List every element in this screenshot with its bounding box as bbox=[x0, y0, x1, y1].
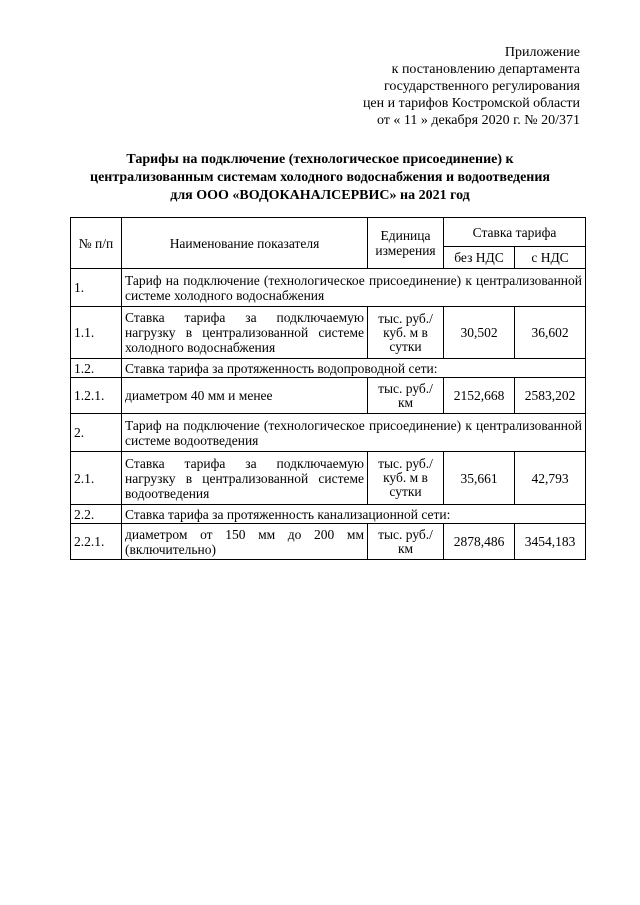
row-number: 1.2. bbox=[71, 359, 122, 378]
title-line: централизованным системам холодного водоснабжения и водоотведения bbox=[90, 170, 550, 185]
title-line: для ООО «ВОДОКАНАЛСЕРВИС» на 2021 год bbox=[170, 188, 470, 203]
table-row bbox=[71, 307, 586, 359]
title-line: Тарифы на подключение (технологическое присоединение) к bbox=[126, 152, 514, 167]
appendix-line: к постановлению департамента bbox=[391, 62, 580, 77]
row-number: 2.2. bbox=[71, 505, 122, 524]
appendix-block bbox=[363, 44, 580, 129]
table-row bbox=[71, 269, 586, 307]
row-unit: тыс. руб./ км bbox=[368, 524, 444, 560]
row-name: Ставка тарифа за протяженность канализационной сети: bbox=[122, 505, 586, 524]
row-value-with-vat: 2583,202 bbox=[515, 378, 586, 414]
table-row bbox=[71, 359, 586, 378]
row-name: диаметром от 150 мм до 200 мм (включительно) bbox=[122, 524, 368, 560]
row-number: 2. bbox=[71, 414, 122, 452]
header-no-vat: без НДС bbox=[444, 247, 515, 269]
header-number: № п/п bbox=[71, 218, 122, 269]
row-value-no-vat: 2878,486 bbox=[444, 524, 515, 560]
row-name: Ставка тарифа за подключаемую нагрузку в централизованной системе холодного водоснабжения bbox=[122, 307, 368, 359]
table-row bbox=[71, 378, 586, 414]
row-number: 1. bbox=[71, 269, 122, 307]
header-with-vat: с НДС bbox=[515, 247, 586, 269]
row-name: Тариф на подключение (технологическое присоединение) к централизованной системе холодного водоснабжения bbox=[122, 269, 586, 307]
row-name: Тариф на подключение (технологическое присоединение) к централизованной системе водоотведения bbox=[122, 414, 586, 452]
row-value-no-vat: 30,502 bbox=[444, 307, 515, 359]
appendix-line: Приложение bbox=[504, 45, 580, 60]
row-number: 2.1. bbox=[71, 452, 122, 505]
table-row bbox=[71, 524, 586, 560]
row-name: диаметром 40 мм и менее bbox=[122, 378, 368, 414]
row-value-with-vat: 42,793 bbox=[515, 452, 586, 505]
header-name: Наименование показателя bbox=[122, 218, 368, 269]
table-row bbox=[71, 414, 586, 452]
row-name: Ставка тарифа за протяженность водопроводной сети: bbox=[122, 359, 586, 378]
row-number: 1.1. bbox=[71, 307, 122, 359]
row-number: 2.2.1. bbox=[71, 524, 122, 560]
row-value-with-vat: 3454,183 bbox=[515, 524, 586, 560]
row-name: Ставка тарифа за подключаемую нагрузку в централизованной системе водоотведения bbox=[122, 452, 368, 505]
tariff-table bbox=[70, 217, 586, 560]
row-number: 1.2.1. bbox=[71, 378, 122, 414]
appendix-line: государственного регулирования bbox=[383, 79, 580, 94]
table-row bbox=[71, 505, 586, 524]
document-title bbox=[40, 151, 600, 205]
appendix-line: от « 11 » декабря 2020 г. № 20/371 bbox=[376, 113, 580, 128]
row-value-no-vat: 35,661 bbox=[444, 452, 515, 505]
appendix-line: цен и тарифов Костромской области bbox=[362, 96, 580, 111]
row-value-with-vat: 36,602 bbox=[515, 307, 586, 359]
row-unit: тыс. руб./ куб. м в сутки bbox=[368, 452, 444, 505]
table-row bbox=[71, 452, 586, 505]
header-unit: Единица измерения bbox=[368, 218, 444, 269]
row-value-no-vat: 2152,668 bbox=[444, 378, 515, 414]
row-unit: тыс. руб./ км bbox=[368, 378, 444, 414]
header-rate: Ставка тарифа bbox=[444, 218, 586, 247]
row-unit: тыс. руб./ куб. м в сутки bbox=[368, 307, 444, 359]
